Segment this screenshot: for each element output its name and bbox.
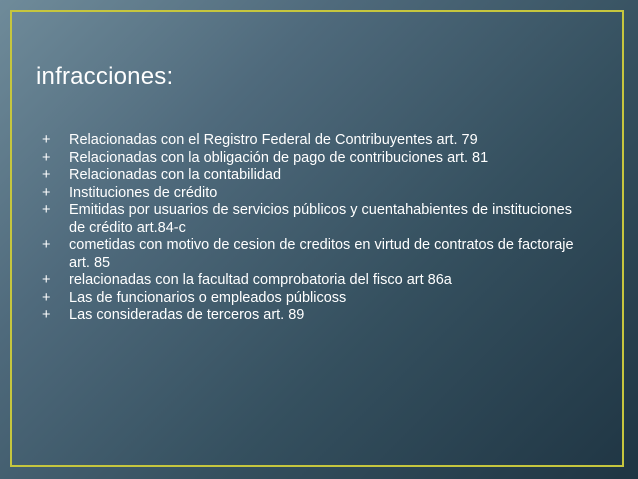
list-item (42, 272, 582, 290)
list-item (42, 290, 582, 308)
list-item-text: relacionadas con la facultad comprobatoria del fisco art 86a (69, 272, 452, 288)
list-item (42, 237, 582, 272)
plus-bullet-icon: + (42, 289, 51, 306)
list-item (42, 132, 582, 150)
list-item-text: Las consideradas de terceros art. 89 (69, 307, 305, 323)
list-item-text: Instituciones de crédito (69, 184, 218, 201)
plus-bullet-icon: + (42, 237, 51, 253)
plus-bullet-icon: + (42, 307, 51, 323)
slide-title: infracciones: (36, 63, 174, 90)
list-item-text: Relacionadas con el Registro Federal de Contribuyentes art. 79 (69, 132, 478, 148)
list-item (42, 150, 582, 168)
plus-bullet-icon: + (42, 132, 51, 148)
list-item (42, 307, 582, 325)
list-item (42, 202, 582, 237)
list-item (42, 167, 582, 185)
plus-bullet-icon: + (42, 272, 51, 288)
list-item-text: cometidas con motivo de cesion de creditos en virtud de contratos de factoraje art. 85 (69, 237, 574, 271)
list-item-text: Relacionadas con la obligación de pago de contribuciones art. 81 (69, 149, 489, 166)
list-item-text: Emitidas por usuarios de servicios públicos y cuentahabientes de instituciones de crédito art.84-c (69, 202, 572, 236)
plus-bullet-icon: + (42, 149, 51, 166)
list-item (42, 185, 582, 203)
list-item-text: Las de funcionarios o empleados públicoss (69, 289, 347, 306)
bullet-list (42, 132, 582, 325)
list-item-text: Relacionadas con la contabilidad (69, 167, 282, 183)
plus-bullet-icon: + (42, 202, 51, 218)
plus-bullet-icon: + (42, 184, 51, 201)
plus-bullet-icon: + (42, 167, 51, 183)
